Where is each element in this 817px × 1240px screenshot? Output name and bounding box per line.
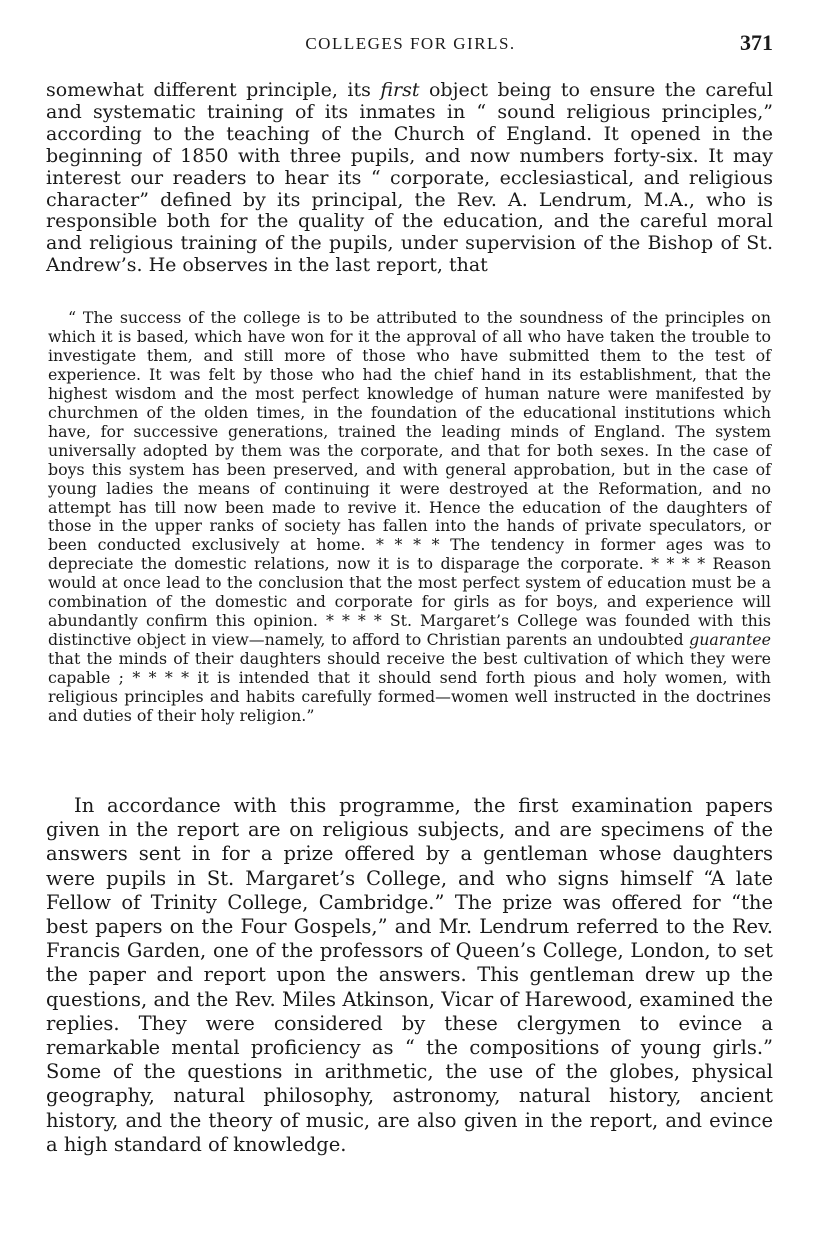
body-paragraph-2: In accordance with this programme, the first examination papers given in the report are on religious subjects, and are specimens of the answers sent in for a prize offered by a gentleman whose daughters were pupils in St. Margaret’s College, and who signs himself “A late Fellow of Trinity College, Cambridge.” The prize was offered for “the best papers on the Four Gospels,” and Mr. Lendrum referred to the Rev. Francis Garden, one of the professors of Queen’s College, London, to set the paper and report upon the answers. This gentleman drew up the questions, and the Rev. Miles Atkinson, Vicar of Harewood, examined the replies. They were considered by these clergymen to evince a remarkable mental proficiency as “ the compositions of young girls.” Some of the questions in arithmetic, the use of the globes, physical geography, natural philosophy, astronomy, natural history, ancient history, and the theory of music, are also given in the report, and evince a high standard of knowledge.	[46, 794, 773, 1156]
quote-emphasis: guarantee	[689, 630, 771, 650]
paragraph-1-emphasis: first	[380, 79, 420, 101]
page-number: 371	[740, 30, 773, 55]
paragraph-1-text-a: somewhat different principle, its	[46, 79, 381, 101]
running-title: COLLEGES FOR GIRLS.	[305, 34, 516, 53]
quote-text-b: that the minds of their daughters should receive the best cultivation of which they were capable ; * * * * it is intended that it should send forth pious and holy women, with religious principles and habits carefully formed—women well instructed in the doctrines and duties of their holy religion.”	[48, 649, 771, 726]
quote-text-a: “ The success of the college is to be attributed to the soundness of the principles on which it is based, which have won for it the approval of all who have taken the trouble to investigate them, and still more of those who have submitted them to the test of experience. It was felt by those who had the chief hand in its establishment, that the highest wisdom and the most perfect knowledge of human nature were manifested by churchmen of the olden times, in the foundation of the educational institutions which have, for successive generations, trained the leading minds of England. The system universally adopted by them was the corporate, and that for both sexes. In the case of boys this system has been preserved, and with general approbation, but in the case of young ladies the means of continuing it were destroyed at the Reformation, and no attempt has till now been made to revive it. Hence the education of the daughters of those in the upper ranks of society has fallen into the hands of private speculators, or been conducted exclusively at home. * * * * The tendency in former ages was to depreciate the domestic relations, now it is to disparage the corporate. * * * * Reason would at once lead to the conclusion that the most perfect system of education must be a combination of the domestic and corporate for girls as for boys, and experience will abundantly confirm this opinion. * * * * St. Margaret’s College was founded with this distinctive object in view—namely, to afford to Christian parents an undoubted	[48, 308, 771, 650]
body-paragraph-1	[46, 80, 773, 277]
paragraph-1-text-b: object being to ensure the careful and systematic training of its inmates in “ sound religious principles,” according to the teaching of the Church of England. It opened in the beginning of 1850 with three pupils, and now numbers forty-six. It may interest our readers to hear its “ corporate, ecclesiastical, and religious character” defined by its principal, the Rev. A. Lendrum, M.A., who is responsible both for the quality of the education, and the careful moral and religious training of the pupils, under supervision of the Bishop of St. Andrew’s. He observes in the last report, that	[46, 79, 773, 277]
block-quote	[48, 309, 771, 726]
page-header	[48, 30, 773, 60]
